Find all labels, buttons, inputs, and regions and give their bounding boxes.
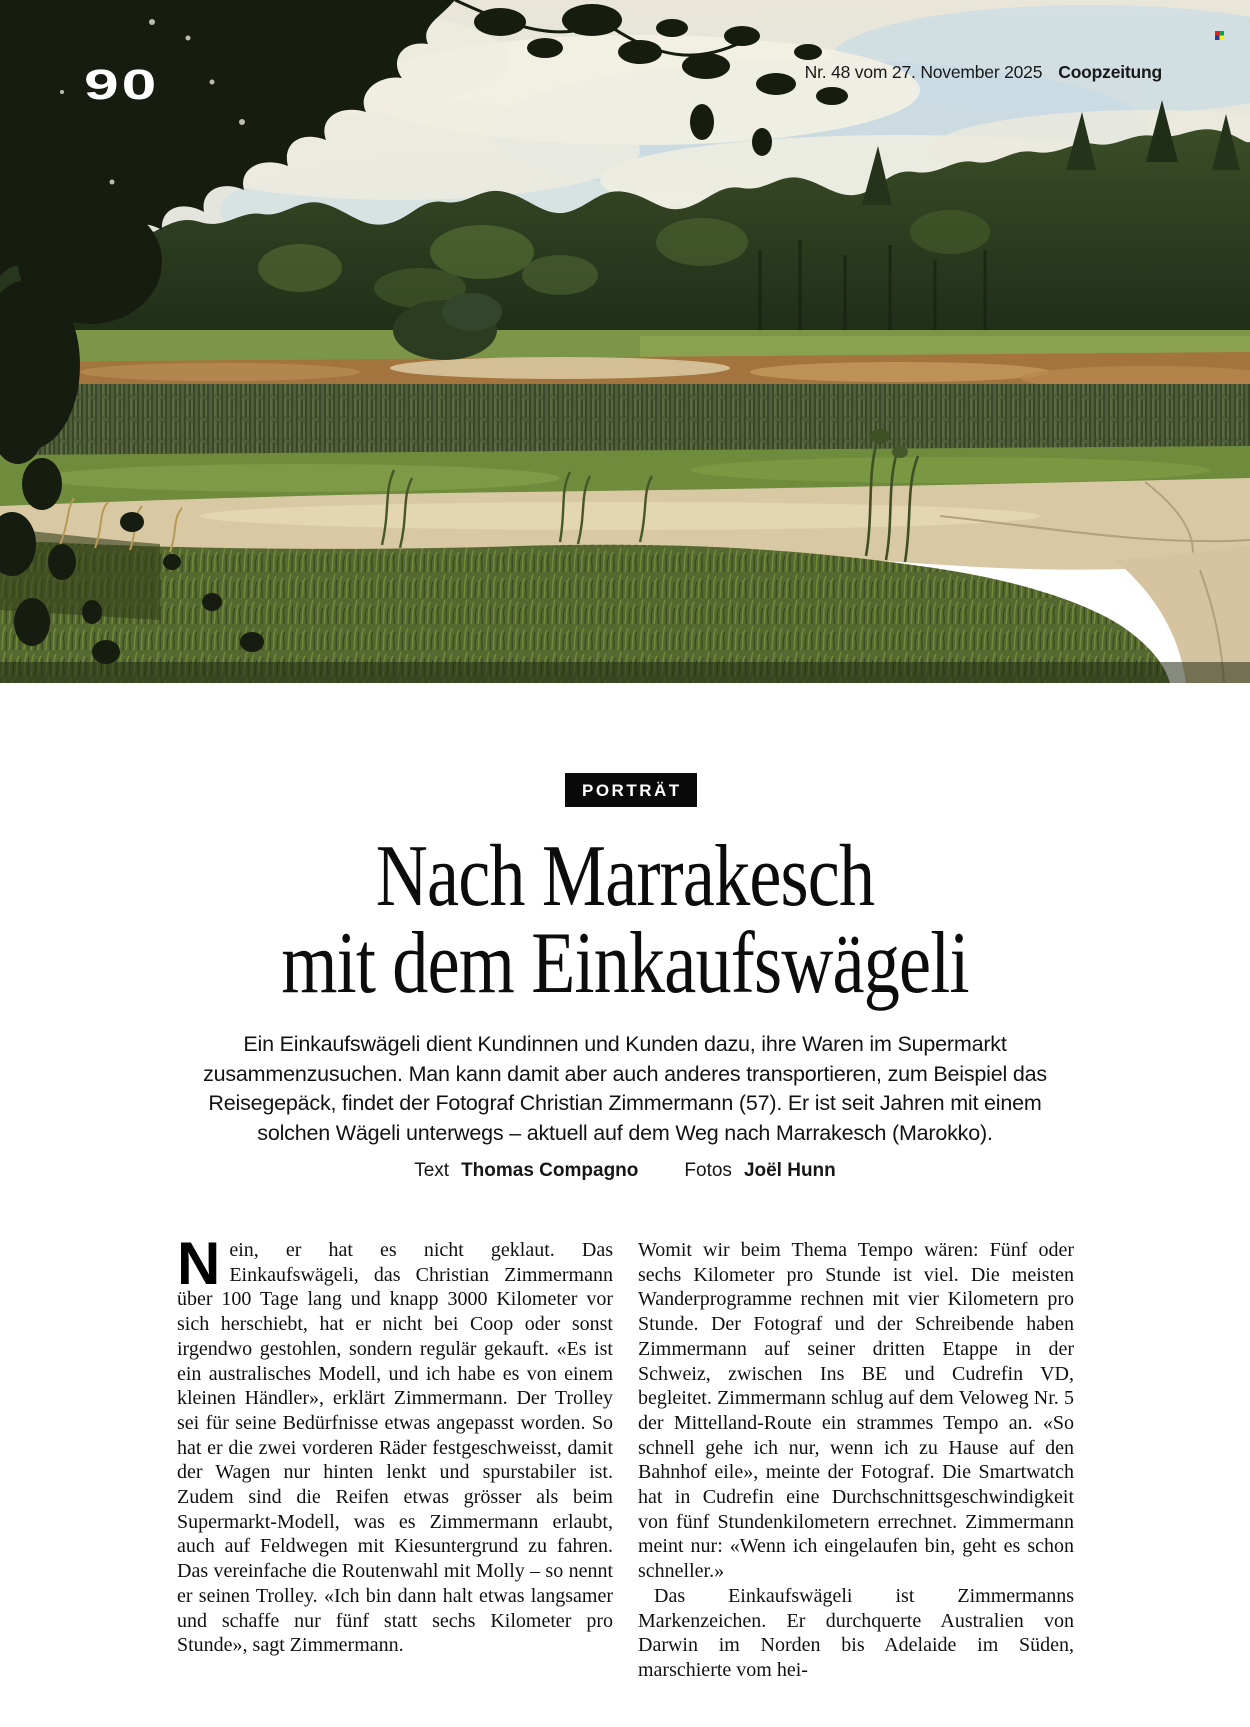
paragraph [177,1230,613,1658]
paragraph: Das Einkaufswägeli ist Zimmermanns Markenzeichen. Er durchquerte Australien von Darwin im Norden bis Adelaide im Süden, marschierte vom hei- [638,1584,1074,1681]
page-number: 90 [84,61,160,109]
article-headline [113,828,1138,1012]
brand-name: Coopzeitung [1058,62,1162,82]
headline-line-2: mit dem Einkaufswägeli [281,915,969,1012]
body-column-left [177,1230,613,1683]
byline-photos-author: Joël Hunn [743,1160,836,1181]
byline-text-label: Text [414,1160,450,1181]
byline-text-author: Thomas Compagno [461,1160,639,1181]
issue-date: Nr. 48 vom 27. November 2025 [804,62,1043,82]
kicker-badge: PORTRÄT [565,773,697,807]
byline-photos-label: Fotos [684,1160,732,1181]
article-body [177,1230,1074,1683]
registration-mark [1215,31,1224,40]
hero-photo [0,0,1250,683]
paragraph: Womit wir beim Thema Tempo wären: Fünf oder sechs Kilometer pro Stunde ist viel. Die meisten Wanderprogramme rechnen mit vier Kilometern pro Stunde. Der Fotograf und der Schreibende haben Zimmermann auf seiner dritten Etappe in der Schweiz, zwischen Ins BE und Cudrefin VD, begleitet. Zimmermann schlug auf dem Veloweg Nr. 5 der Mittelland-Route ein strammes Tempo an. «So schnell gehe ich nur, wenn ich zu Hause auf den Bahnhof eile», meinte der Fotograf. Die Smartwatch hat in Cudrefin eine Durchschnittsgeschwindigkeit von fünf Stundenkilometern errechnet. Zimmermann meint nur: «Wenn ich eingelaufen bin, geht es schon schneller.» [638,1239,1074,1583]
headline-line-1: Nach Marrakesch [375,828,875,925]
issue-line [805,62,1162,83]
article-lead: Ein Einkaufswägeli dient Kundinnen und Kunden dazu, ihre Waren im Supermarkt zusammenzusuchen. Man kann damit aber auch anderes transportieren, zum Beispiel das Reisegepäck, findet der Fotograf Christian Zimmermann (57). Er ist seit Jahren mit einem solchen Wägeli unterwegs – aktuell auf dem Weg nach Marrakesch (Marokko). [203,1032,1047,1145]
drop-cap: N [177,1230,221,1297]
paragraph-text: ein, er hat es nicht geklaut. Das Einkaufswägeli, das Christian Zimmermann über 100 Tage lang und knapp 3000 Kilometer vor sich herschiebt, hat er nicht bei Coop oder sonst irgendwo gestohlen, sondern regulär gekauft. «Es ist ein australisches Modell, und ich habe es von einem kleinen Händler», erklärt Zimmermann. Der Trolley sei für seine Bedürfnisse etwas angepasst worden. So hat er die zwei vorderen Räder festgeschweisst, damit der Wagen nur hinten lenkt und spurstabiler ist. Zudem sind die Reifen etwas grösser als beim Supermarkt-Modell, was es Zimmermann erlaubt, auch auf Feldwegen mit Kiesuntergrund zu fahren. Das vereinfache die Routenwahl mit Molly – so nennt er seinen Trolley. «Ich bin dann halt etwas langsamer und schaffe nur fünf statt sechs Kilometer pro Stunde», sagt Zimmermann. [177,1239,613,1657]
body-column-right [638,1238,1074,1683]
byline [0,1160,1250,1182]
